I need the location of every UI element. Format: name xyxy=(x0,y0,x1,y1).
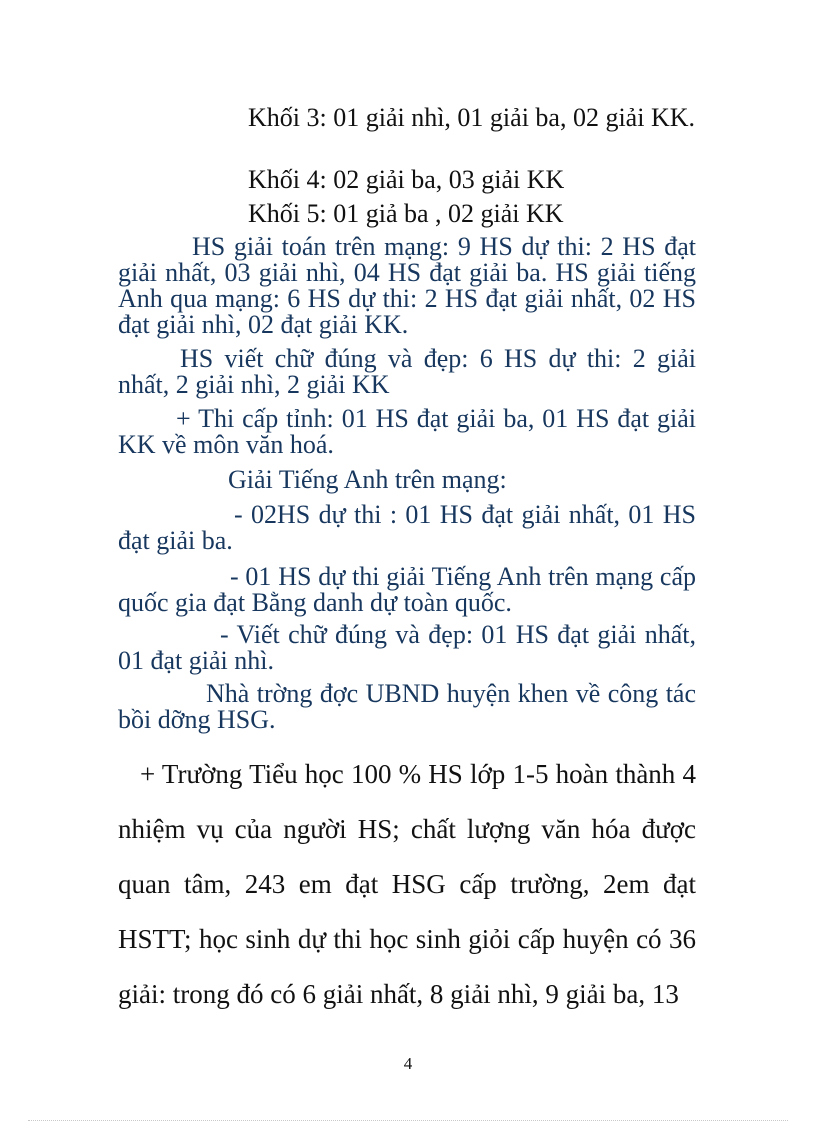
paragraph-handwriting-result: - Viết chữ đúng và đẹp: 01 HS đạt giải nhất, 01 đạt giải nhì. xyxy=(118,620,696,675)
page-number: 4 xyxy=(403,1054,413,1073)
paragraph-english-online-heading: Giải Tiếng Anh trên mạng: xyxy=(228,465,507,494)
paragraph-khoi-3: Khối 3: 01 giải nhì, 01 giải ba, 02 giải KK. xyxy=(248,103,696,132)
paragraph-primary-school: + Trường Tiểu học 100 % HS lớp 1-5 hoàn thành 4 nhiệm vụ của người HS; chất lượng văn hóa được quan tâm, 243 em đạt HSG cấp trường, 2em đạt HSTT; học sinh dự thi học sinh giỏi cấp huyện có 36 giải: trong đó có 6 giải nhất, 8 giải nhì, 9 giải ba, 13 xyxy=(118,759,696,1009)
paragraph-khoi-5: Khối 5: 01 giả ba , 02 giải KK xyxy=(248,199,564,228)
paragraph-khoi-4: Khối 4: 02 giải ba, 03 giải KK xyxy=(248,165,565,194)
paragraph-english-online-1: - 02HS dự thi : 01 HS đạt giải nhất, 01 HS đạt giải ba. xyxy=(118,500,696,555)
paragraph-english-national: - 01 HS dự thi giải Tiếng Anh trên mạng cấp quốc gia đạt Bằng danh dự toàn quốc. xyxy=(118,562,696,617)
paragraph-provincial-contest: + Thi cấp tỉnh: 01 HS đạt giải ba, 01 HS đạt giải KK về môn văn hoá. xyxy=(118,404,696,459)
paragraph-online-math-english: HS giải toán trên mạng: 9 HS dự thi: 2 HS đạt giải nhất, 03 giải nhì, 04 HS đạt giải ba. HS giải tiếng Anh qua mạng: 6 HS dự thi: 2 HS đạt giải nhất, 02 HS đạt giải nhì, 02 đạt giải KK. xyxy=(118,232,696,339)
paragraph-commendation: Nhà trờng đợc UBND huyện khen về công tác bồi dỡng HSG. xyxy=(118,679,696,734)
paragraph-handwriting: HS viết chữ đúng và đẹp: 6 HS dự thi: 2 giải nhất, 2 giải nhì, 2 giải KK xyxy=(118,344,696,399)
footer-divider xyxy=(28,1120,788,1121)
